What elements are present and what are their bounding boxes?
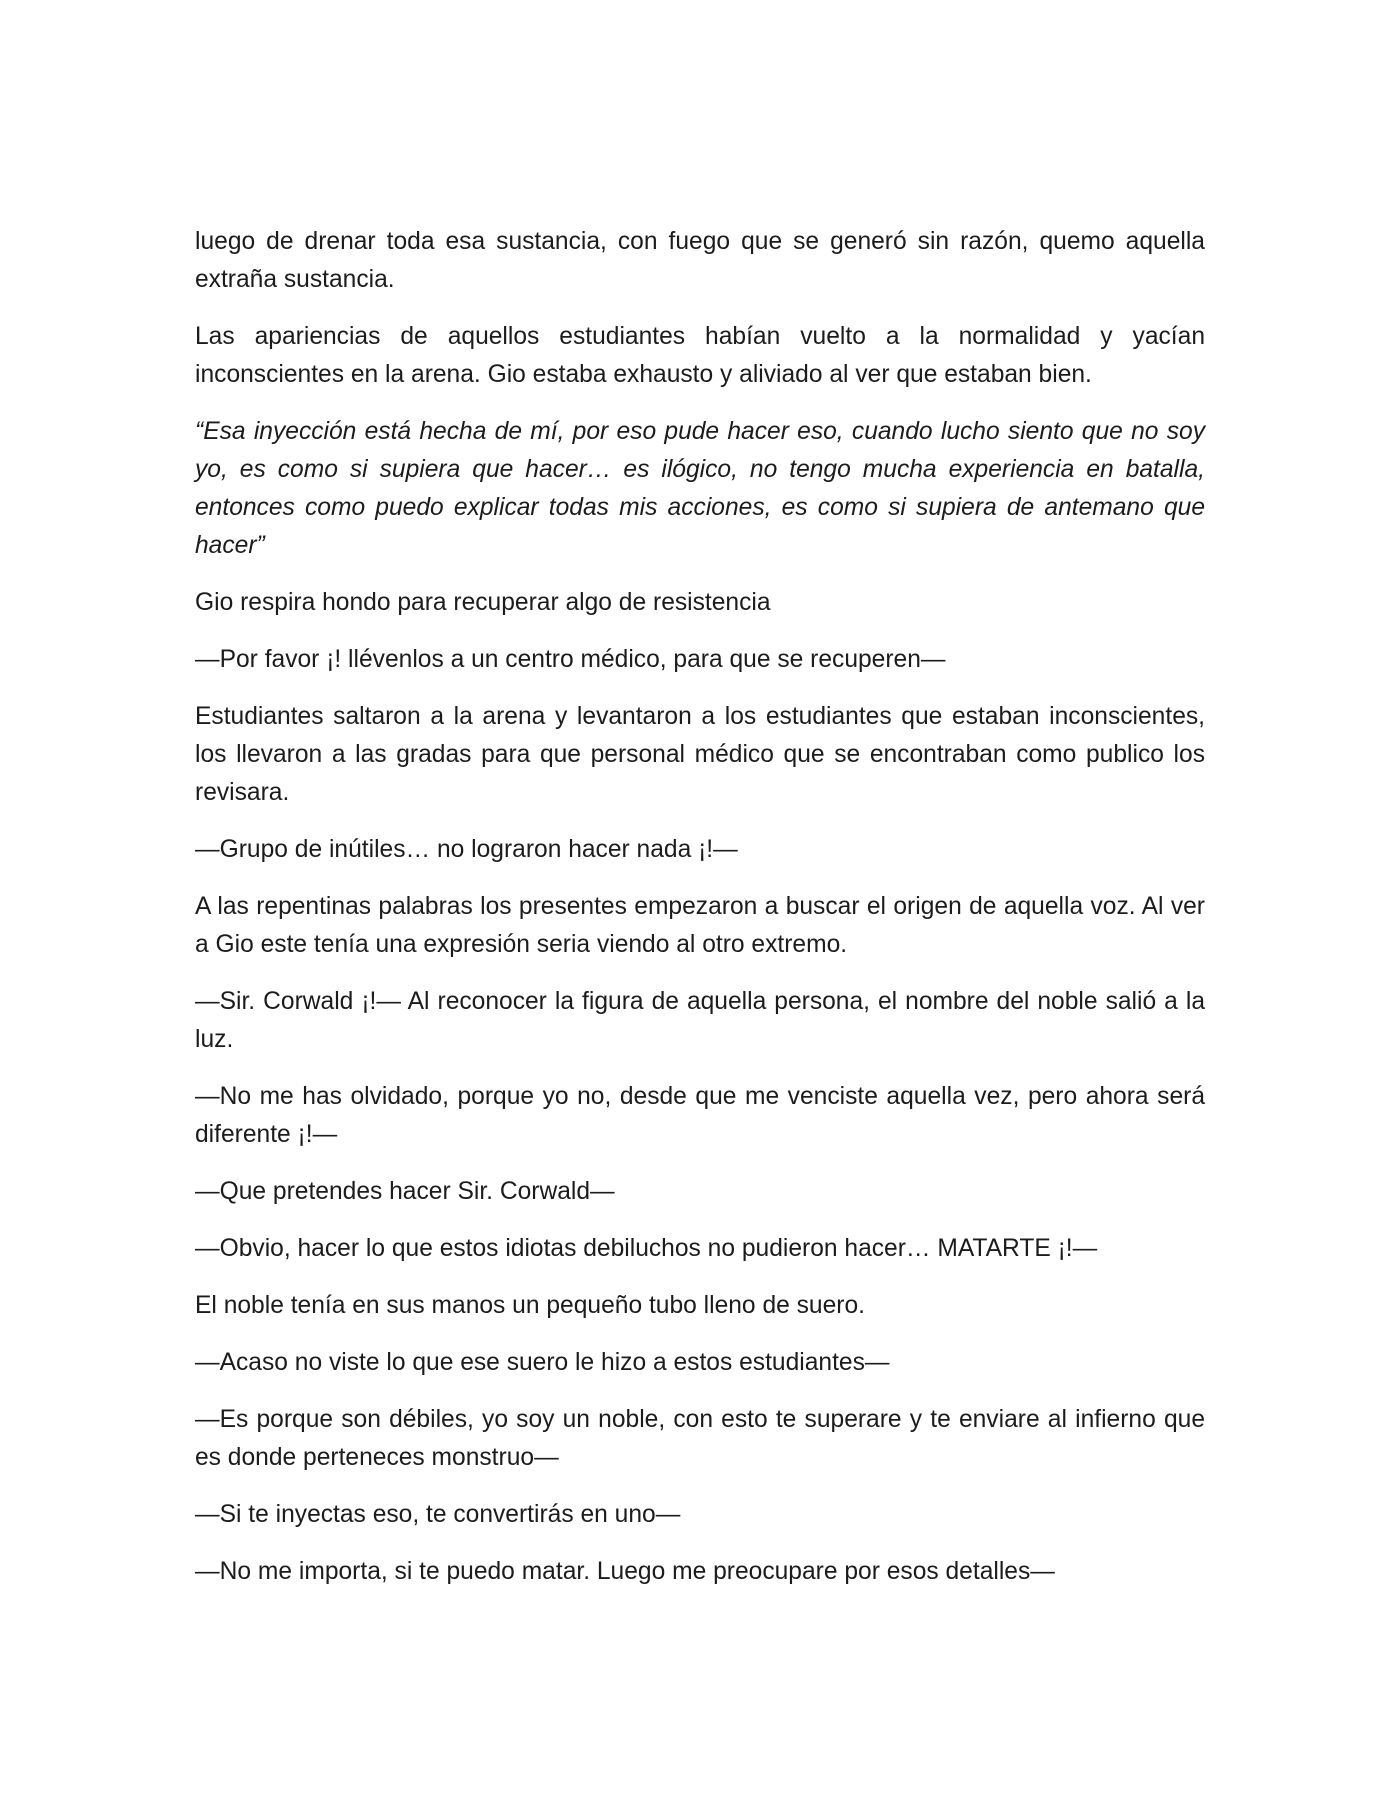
paragraph: El noble tenía en sus manos un pequeño tubo lleno de suero. bbox=[195, 1292, 865, 1319]
paragraph: —Es porque son débiles, yo soy un noble, con esto te superare y te enviare al infierno que es donde perteneces monstruo— bbox=[195, 1406, 1205, 1471]
paragraph: A las repentinas palabras los presentes empezaron a buscar el origen de aquella voz. Al ver a Gio este tenía una expresión seria viendo al otro extremo. bbox=[195, 893, 1205, 958]
document-body bbox=[195, 223, 1205, 1610]
paragraph: —Sir. Corwald ¡!— Al reconocer la figura de aquella persona, el nombre del noble salió a la luz. bbox=[195, 988, 1205, 1053]
paragraph: —Obvio, hacer lo que estos idiotas debiluchos no pudieron hacer… MATARTE ¡!— bbox=[195, 1235, 1098, 1262]
paragraph: Estudiantes saltaron a la arena y levantaron a los estudiantes que estaban inconscientes, los llevaron a las gradas para que personal médico que se encontraban como publico los revisara. bbox=[195, 703, 1205, 806]
paragraph: —Acaso no viste lo que ese suero le hizo a estos estudiantes— bbox=[195, 1349, 890, 1376]
paragraph: —Si te inyectas eso, te convertirás en uno— bbox=[195, 1501, 681, 1528]
paragraph: —No me importa, si te puedo matar. Luego me preocupare por esos detalles— bbox=[195, 1558, 1055, 1585]
paragraph: Gio respira hondo para recuperar algo de resistencia bbox=[195, 589, 771, 616]
paragraph: —Por favor ¡! llévenlos a un centro médico, para que se recuperen— bbox=[195, 646, 946, 673]
paragraph: luego de drenar toda esa sustancia, con fuego que se generó sin razón, quemo aquella extraña sustancia. bbox=[195, 228, 1205, 293]
italic-paragraph: “Esa inyección está hecha de mí, por eso pude hacer eso, cuando lucho siento que no soy yo, es como si supiera que hacer… es ilógico, no tengo mucha experiencia en batalla, entonces como puedo explicar todas mis acciones, es como si supiera de antemano que hacer” bbox=[195, 418, 1205, 559]
paragraph: —Que pretendes hacer Sir. Corwald— bbox=[195, 1178, 615, 1205]
paragraph: Las apariencias de aquellos estudiantes habían vuelto a la normalidad y yacían inconscientes en la arena. Gio estaba exhausto y aliviado al ver que estaban bien. bbox=[195, 323, 1205, 388]
paragraph: —Grupo de inútiles… no lograron hacer nada ¡!— bbox=[195, 836, 738, 863]
paragraph: —No me has olvidado, porque yo no, desde que me venciste aquella vez, pero ahora será diferente ¡!— bbox=[195, 1083, 1205, 1148]
